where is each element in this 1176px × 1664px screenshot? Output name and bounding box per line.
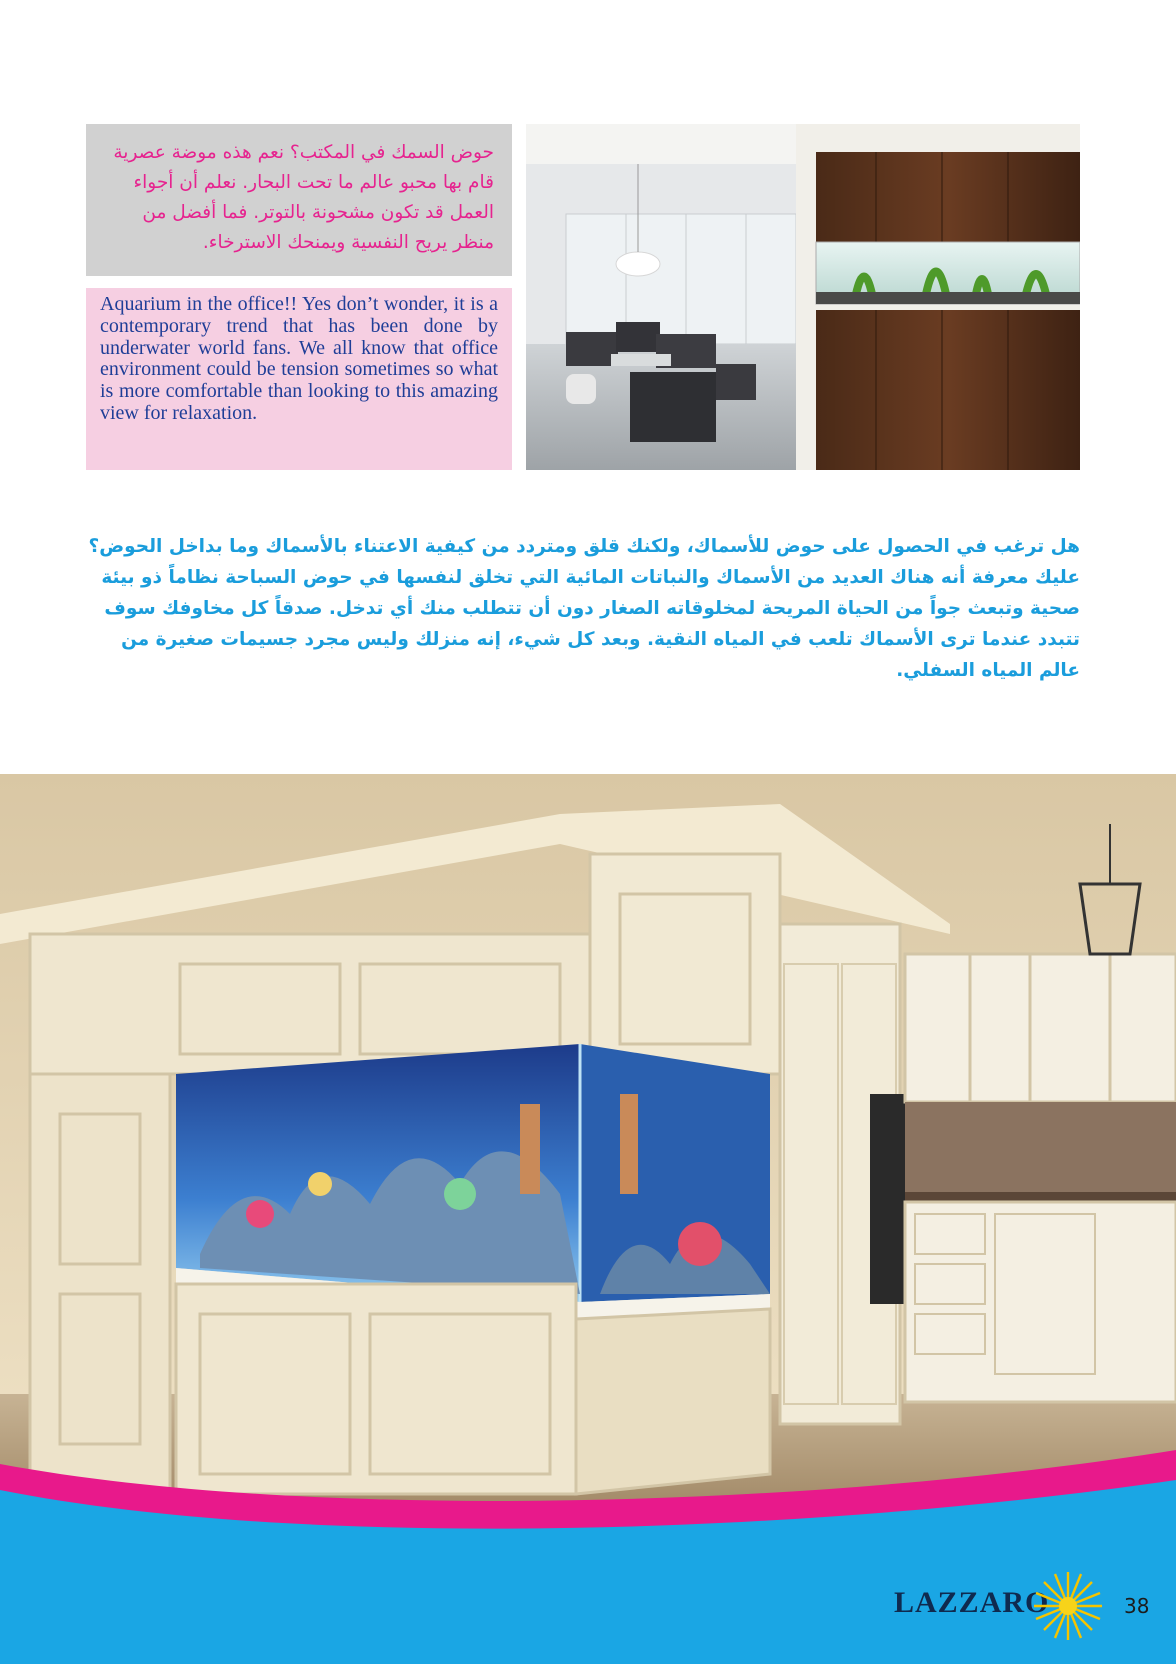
sun-icon <box>1030 1568 1106 1644</box>
english-intro-text: Aquarium in the office!! Yes don’t wonder, it is a contemporary trend that has been done by underwater world fans. We all know that office environment could be tension sometimes so what is more comfortable than looking to this amazing view for relaxation. <box>100 293 498 424</box>
body-paragraph <box>84 531 1080 686</box>
arabic-intro-text: حوض السمك في المكتب؟ نعم هذه موضة عصرية قام بها محبو عالم ما تحت البحار. نعلم أن أجواء العمل قد تكون مشحونة بالتوتر. فما أفضل من منظر يريح النفسية ويمنحك الاسترخاء. <box>113 142 494 253</box>
footer-wave <box>0 1440 1176 1664</box>
office-aquarium-photo <box>526 124 1080 470</box>
english-intro-box <box>86 288 512 470</box>
kitchen-aquarium-photo <box>0 774 1176 1502</box>
arabic-intro-box <box>86 124 512 276</box>
body-paragraph-text: هل ترغب في الحصول على حوض للأسماك، ولكنك قلق ومتردد من كيفية الاعتناء بالأسماك وما بداخل الحوض؟ عليك معرفة أنه هناك العديد من الأسماك والنباتات المائية التي تخلق لنفسها في حوض السباحة نظاماً ذو بيئة صحية وتبعث جواً من الحياة المريحة لمخلوقاته الصغار دون أن تتطلب منك أي تدخل. صدقاً كل مخاوفك سوف تتبدد عندما ترى الأسماك تلعب في المياه النقية. وبعد كل شيء، إنه منزلك وليس مجرد جسيمات صغيرة من عالم المياه السفلي. <box>88 536 1080 681</box>
page-number: 38 <box>1124 1594 1150 1618</box>
brand-logo: LAZZARO <box>894 1586 1050 1619</box>
